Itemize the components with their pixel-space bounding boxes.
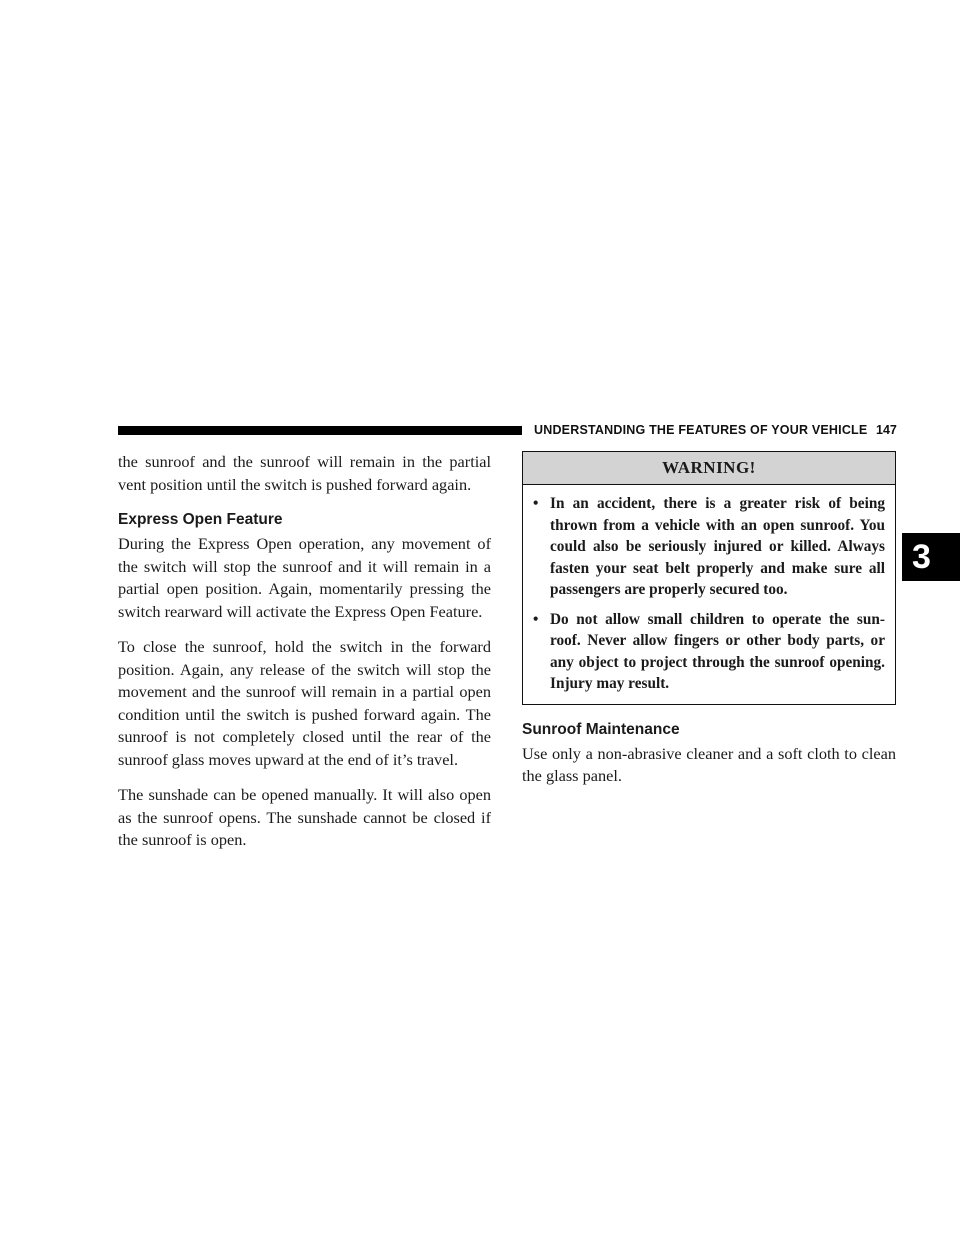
bullet-icon: • [533, 610, 539, 628]
bullet-icon: • [533, 495, 539, 512]
warning-item-text: Do not allow small children to operate the sun-roof. Never allow fingers or other body parts, or any object to project through the sunroof opening. Injury may result. [550, 610, 885, 692]
intro-paragraph: the sunroof and the sunroof will remain in the partial vent position until the switch is pushed forward again. [118, 452, 491, 494]
chapter-tab: 3 [902, 533, 960, 581]
sunshade-paragraph: The sunshade can be opened manually. It will also open as the sunroof opens. The sunshade cannot be closed if the sunroof is open. [118, 785, 491, 849]
express-open-paragraph: During the Express Open operation, any movement of the switch will stop the sunroof and it will remain in a partial open position. Again, momentarily pressing the switch rearward will activate the Express Open Feature. [118, 534, 491, 621]
sunroof-maintenance-text: Use only a non-abrasive cleaner and a soft cloth to clean the glass panel. [522, 743, 896, 785]
warning-item-text: In an accident, there is a greater risk of being thrown from a vehicle with an open sunroof. You could also be seriously injured or killed. Always fasten your seat belt properly and make sure all passengers are properly secured too. [550, 495, 885, 598]
warning-item [533, 609, 885, 695]
warning-box [522, 451, 896, 705]
left-column [118, 451, 491, 865]
header-rule [118, 426, 522, 435]
warning-title: WARNING! [523, 452, 895, 485]
express-open-heading: Express Open Feature [118, 511, 283, 528]
page-number: 147 [876, 423, 897, 437]
warning-body [523, 485, 895, 704]
sunroof-maintenance-heading: Sunroof Maintenance [522, 720, 680, 738]
right-column [522, 451, 896, 801]
running-header-title: UNDERSTANDING THE FEATURES OF YOUR VEHICLE [534, 423, 868, 437]
close-sunroof-paragraph: To close the sunroof, hold the switch in the forward position. Again, any release of the switch will stop the movement and the sunroof will remain in a partial open condition until the switch is pushed forward again. The sunroof is not completely closed until the rear of the sunroof glass moves upward at the end of it’s travel. [118, 637, 491, 769]
warning-item [533, 493, 885, 601]
